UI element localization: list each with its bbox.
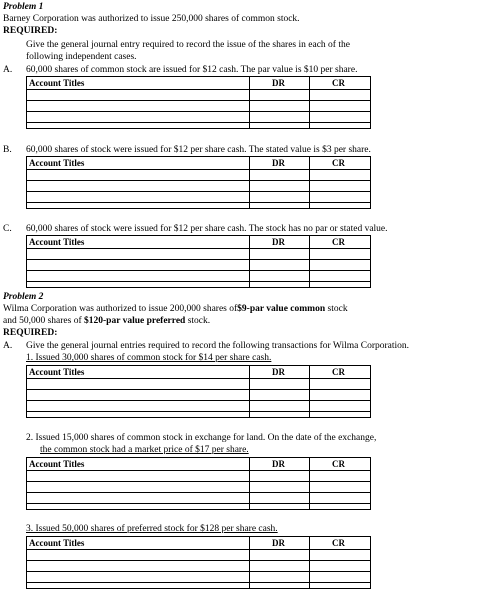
intro-text: stock — [325, 304, 348, 314]
problem-1-intro: Barney Corporation was authorized to issue 250,000 shares of common stock. — [3, 14, 300, 24]
journal-row[interactable] — [27, 112, 370, 123]
intro-bold-text: $9-par value common — [237, 304, 326, 314]
journal-row[interactable] — [27, 572, 370, 583]
column-divider — [249, 458, 250, 509]
dr-header: DR — [272, 78, 285, 88]
cr-header: CR — [332, 538, 345, 548]
journal-header — [27, 537, 370, 550]
case-b-letter: B. — [3, 145, 12, 155]
problem-1-required-label: REQUIRED: — [3, 26, 58, 36]
problem-1-instruction-line-1: Give the general journal entry required to record the issue of the shares in each of the — [26, 40, 350, 50]
column-divider — [309, 77, 310, 128]
journal-row[interactable] — [27, 561, 370, 572]
journal-row[interactable] — [27, 260, 370, 271]
intro-text: Wilma Corporation was authorized to issue 200,000 shares of — [3, 304, 238, 314]
case-b-text: 60,000 shares of stock were issued for $12 per share cash. The stated value is $3 per share. — [26, 145, 371, 155]
problem-2-title: Problem 2 — [3, 292, 44, 302]
problem-2-instruction: Give the general journal entries required to record the following transactions for Wilma Corporation. — [26, 341, 410, 351]
problem-2-required-label: REQUIRED: — [3, 328, 58, 338]
dr-header: DR — [272, 367, 285, 377]
journal-table-2a3 — [26, 536, 371, 589]
journal-row[interactable] — [27, 401, 370, 412]
journal-row[interactable] — [27, 482, 370, 493]
dr-header: DR — [272, 459, 285, 469]
account-titles-header: Account Titles — [29, 367, 85, 377]
journal-table-1a — [26, 76, 371, 129]
journal-table-1c — [26, 235, 371, 288]
journal-table-1b — [26, 156, 371, 209]
dr-header: DR — [272, 538, 285, 548]
column-divider — [309, 537, 310, 588]
cr-header: CR — [332, 367, 345, 377]
dr-header: DR — [272, 158, 285, 168]
problem-1-title: Problem 1 — [3, 2, 44, 12]
case-c-text: 60,000 shares of stock were issued for $12 per share cash. The stock has no par or stated value. — [26, 224, 388, 234]
journal-row[interactable] — [27, 550, 370, 561]
journal-header — [27, 77, 370, 90]
journal-row[interactable] — [27, 471, 370, 482]
intro-text: stock. — [185, 316, 211, 326]
case-a-letter: A. — [3, 65, 13, 75]
journal-header — [27, 236, 370, 249]
case-a-text: 60,000 shares of common stock are issued for $12 cash. The par value is $10 per share. — [26, 65, 358, 75]
account-titles-header: Account Titles — [29, 158, 85, 168]
journal-table-2a2 — [26, 457, 371, 510]
journal-row[interactable] — [27, 271, 370, 282]
journal-row[interactable] — [27, 181, 370, 192]
column-divider — [309, 236, 310, 287]
journal-row[interactable] — [27, 379, 370, 390]
account-titles-header: Account Titles — [29, 538, 85, 548]
problem-1-instruction-line-2: following independent cases. — [26, 52, 137, 62]
cr-header: CR — [332, 459, 345, 469]
journal-row[interactable] — [27, 90, 370, 101]
problem-2-intro-line-2 — [3, 316, 210, 327]
cr-header: CR — [332, 158, 345, 168]
account-titles-header: Account Titles — [29, 459, 85, 469]
item-1-text: 1. Issued 30,000 shares of common stock for $14 per share cash. — [26, 353, 272, 363]
journal-row[interactable] — [27, 101, 370, 112]
problem-2-letter: A. — [3, 341, 13, 351]
journal-table-2a1 — [26, 365, 371, 418]
column-divider — [309, 366, 310, 417]
dr-header: DR — [272, 237, 285, 247]
column-divider — [249, 77, 250, 128]
column-divider — [249, 366, 250, 417]
account-titles-header: Account Titles — [29, 78, 85, 88]
journal-header — [27, 458, 370, 471]
journal-row[interactable] — [27, 493, 370, 504]
journal-header — [27, 366, 370, 379]
column-divider — [309, 157, 310, 208]
column-divider — [249, 537, 250, 588]
item-2-text-line-1: 2. Issued 15,000 shares of common stock in exchange for land. On the date of the exchange, — [26, 433, 377, 443]
column-divider — [309, 458, 310, 509]
intro-text: and 50,000 shares of — [3, 316, 84, 326]
cr-header: CR — [332, 237, 345, 247]
item-3-text: 3. Issued 50,000 shares of preferred stock for $128 per share cash. — [26, 524, 278, 534]
journal-header — [27, 157, 370, 170]
journal-row[interactable] — [27, 170, 370, 181]
account-titles-header: Account Titles — [29, 237, 85, 247]
intro-bold-text: $120-par value preferred — [84, 316, 186, 326]
column-divider — [249, 236, 250, 287]
column-divider — [249, 157, 250, 208]
journal-row[interactable] — [27, 390, 370, 401]
problem-2-intro-line-1 — [3, 304, 348, 315]
item-2-text-line-2: the common stock had a market price of $17 per share. — [40, 445, 249, 455]
case-c-letter: C. — [3, 224, 12, 234]
journal-row[interactable] — [27, 249, 370, 260]
cr-header: CR — [332, 78, 345, 88]
journal-row[interactable] — [27, 192, 370, 203]
